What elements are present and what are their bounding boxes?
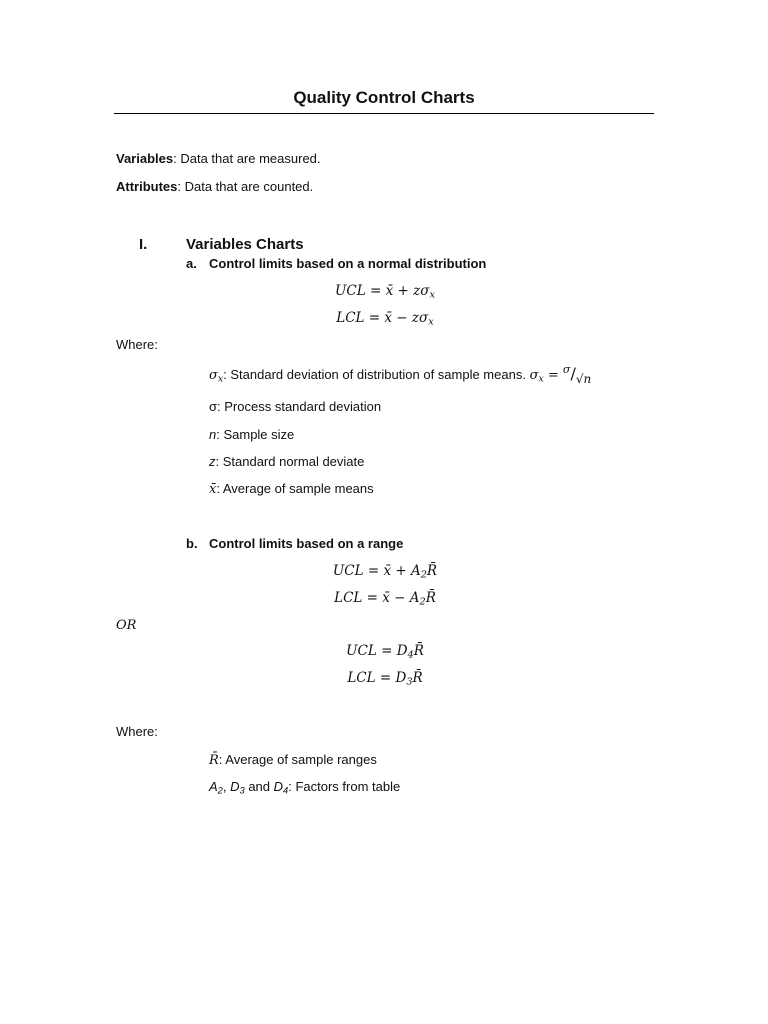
where-label-2: Where:	[116, 724, 158, 739]
where-item-n: n: Sample size	[209, 427, 295, 442]
variables-term: Variables	[116, 151, 174, 166]
sub-b-letter: b.	[186, 536, 198, 551]
equation-ucl-normal: UCL = x̄ + $z\sigma_x$	[335, 283, 435, 301]
sigma-x-formula: $\sigma_x = ^\sigma/√n$	[529, 363, 592, 386]
where-item-xbar: x̄: Average of sample means	[209, 481, 374, 497]
where-item-sigma: σ: Process standard deviation	[209, 399, 382, 414]
attributes-definition	[116, 179, 313, 194]
or-label: OR	[116, 618, 137, 633]
attributes-term: Attributes	[116, 179, 178, 194]
where-item-sigma-x: $\sigma_x$: Standard deviation of distribution of sample means. $\sigma_x = ^\sigma/√n$	[209, 363, 592, 386]
section-title: Variables Charts	[186, 236, 304, 253]
section-number: I.	[139, 236, 148, 253]
sub-a-letter: a.	[186, 256, 197, 271]
equation-lcl-normal: LCL = x̄ − $z\sigma_x$	[336, 310, 434, 328]
where-item-factors: $A_2$, $D_3$ and $D_4$: Factors from table	[209, 779, 401, 796]
where-label: Where:	[116, 337, 158, 352]
equation-lcl-d3: LCL = $D_3R̄$	[347, 670, 423, 688]
equation-ucl-range: UCL = x̄ + $A_2R̄$	[332, 563, 438, 581]
page-title: Quality Control Charts	[293, 88, 475, 107]
where-item-rbar: R̄: Average of sample ranges	[209, 752, 377, 768]
variables-definition	[116, 151, 321, 166]
equation-ucl-d4: UCL = $D_4R̄$	[346, 643, 424, 661]
where-item-z: z: Standard normal deviate	[209, 454, 365, 469]
equation-lcl-range: LCL = x̄ − $A_2R̄$	[334, 590, 436, 608]
variables-desc: : Data that are measured.	[173, 151, 321, 166]
title-underline	[114, 113, 654, 114]
sub-a-heading: Control limits based on a normal distribution	[209, 256, 487, 271]
sub-b-heading: Control limits based on a range	[209, 536, 404, 551]
attributes-desc: : Data that are counted.	[177, 179, 314, 194]
